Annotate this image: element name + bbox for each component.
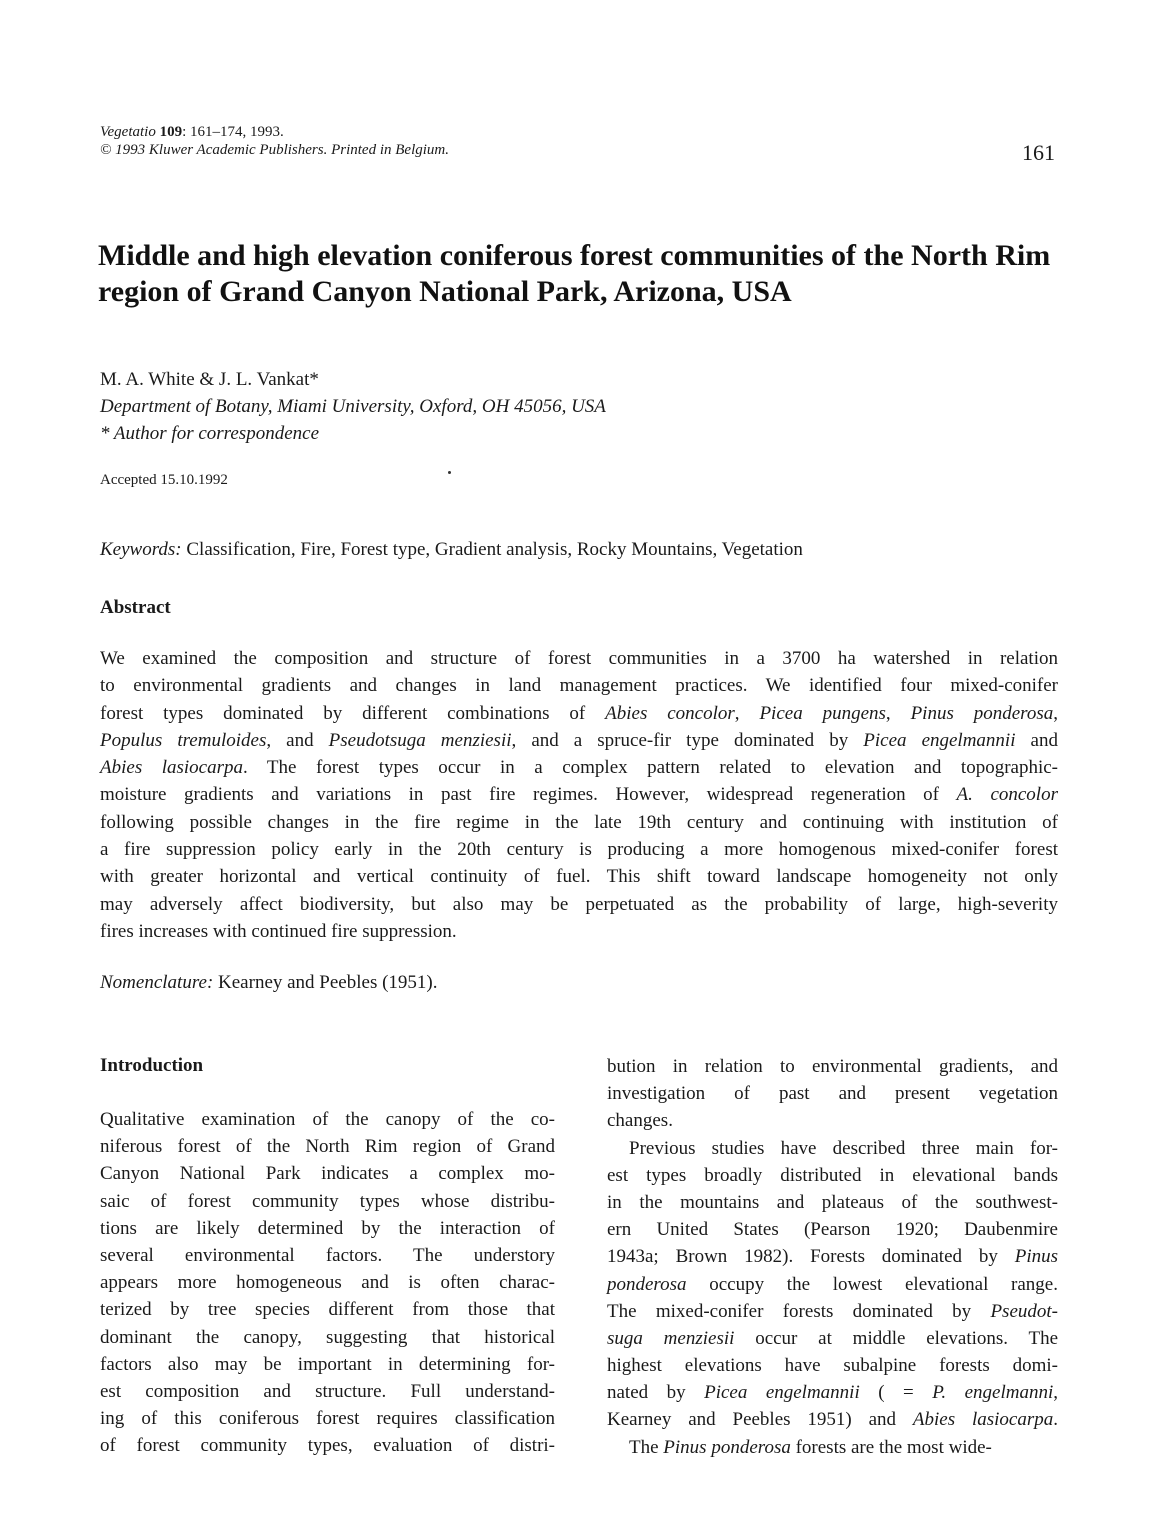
abstract-line: moisture gradients and variations in past fire regimes. However, widespread regeneration of A. concolor: [100, 784, 1058, 806]
abstract-line: following possible changes in the fire regime in the late 19th century and continuing with institution of: [100, 811, 1058, 833]
body-line: The mixed-conifer forests dominated by Pseudot-: [607, 1300, 1058, 1322]
author-affiliation: Department of Botany, Miami University, Oxford, OH 45056, USA: [100, 396, 606, 417]
nomenclature: [100, 969, 438, 996]
stray-mark: [448, 471, 451, 474]
nomenclature-text: Kearney and Peebles (1951).: [213, 972, 438, 993]
keywords: [100, 536, 803, 563]
introduction-heading: Introduction: [100, 1055, 204, 1076]
journal-citation: [100, 123, 449, 159]
abstract-line: with greater horizontal and vertical continuity of fuel. This shift toward landscape homogeneity not only: [100, 866, 1058, 888]
body-line: factors also may be important in determining for-: [100, 1353, 555, 1375]
left-column-text: [100, 1106, 555, 1459]
journal-volume-line: [100, 123, 449, 141]
body-line: Kearney and Peebles 1951) and Abies lasiocarpa.: [607, 1409, 1058, 1431]
abstract-line: fires increases with continued fire suppression.: [100, 920, 457, 942]
body-line: ern United States (Pearson 1920; Daubenmire: [607, 1219, 1058, 1241]
copyright-line: © 1993 Kluwer Academic Publishers. Printed in Belgium.: [100, 142, 449, 158]
body-line: bution in relation to environmental gradients, and: [607, 1056, 1058, 1077]
body-line: niferous forest of the North Rim region of Grand: [100, 1136, 555, 1158]
body-line: Canyon National Park indicates a complex mo-: [100, 1163, 555, 1185]
author-list: M. A. White & J. L. Vankat*: [100, 369, 319, 390]
body-line: investigation of past and present vegetation: [607, 1083, 1058, 1105]
body-line: Previous studies have described three main for-: [629, 1137, 1058, 1159]
body-line: in the mountains and plateaus of the southwest-: [607, 1191, 1058, 1213]
abstract-line: We examined the composition and structure of forest communities in a 3700 ha watershed in relation: [100, 648, 1058, 669]
abstract-line: may adversely affect biodiversity, but also may be perpetuated as the probability of large, high-severity: [100, 893, 1058, 915]
accepted-date: Accepted 15.10.1992: [100, 472, 228, 488]
body-line: of forest community types, evaluation of distri-: [100, 1435, 555, 1457]
body-line: tions are likely determined by the interaction of: [100, 1217, 555, 1239]
body-line: suga menziesii occur at middle elevations. The: [607, 1327, 1059, 1349]
journal-name: Vegetatio: [100, 124, 156, 140]
abstract-line: forest types dominated by different combinations of Abies concolor, Picea pungens, Pinus ponderosa,: [100, 702, 1059, 724]
abstract-line: Abies lasiocarpa. The forest types occur in a complex pattern related to elevation and topographic-: [100, 757, 1058, 779]
body-line: The Pinus ponderosa forests are the most wide-: [629, 1436, 992, 1458]
paper-title: Middle and high elevation coniferous forest communities of the North Rim region of Grand Canyon National Park, Arizona, USA: [98, 239, 1051, 308]
correspondence-note: * Author for correspondence: [100, 423, 320, 444]
body-line: 1943a; Brown 1982). Forests dominated by Pinus: [607, 1246, 1058, 1268]
abstract-body: [100, 645, 1058, 945]
page-number: 161: [1022, 140, 1055, 165]
body-line: changes.: [607, 1110, 673, 1132]
body-line: ponderosa occupy the lowest elevational range.: [607, 1273, 1058, 1295]
right-column-text: [607, 1053, 1058, 1461]
nomenclature-label: Nomenclature:: [100, 972, 214, 993]
journal-volume: 109: [159, 124, 183, 140]
abstract-line: a fire suppression policy early in the 20th century is producing a more homogenous mixed-conifer forest: [100, 839, 1058, 861]
abstract-line: to environmental gradients and changes in land management practices. We identified four mixed-conifer: [100, 675, 1058, 697]
keywords-text: Classification, Fire, Forest type, Gradient analysis, Rocky Mountains, Vegetation: [181, 539, 803, 560]
body-line: Qualitative examination of the canopy of the co-: [100, 1109, 555, 1130]
body-line: appears more homogeneous and is often charac-: [100, 1272, 555, 1294]
journal-pages: : 161–174, 1993.: [182, 124, 284, 140]
body-line: est composition and structure. Full understand-: [100, 1380, 555, 1402]
body-line: nated by Picea engelmannii ( = P. engelmanni,: [607, 1382, 1058, 1404]
body-line: est types broadly distributed in elevational bands: [607, 1164, 1058, 1186]
abstract-heading: Abstract: [100, 597, 171, 618]
body-line: saic of forest community types whose distribu-: [100, 1190, 555, 1212]
keywords-label: Keywords:: [100, 539, 182, 560]
body-line: highest elevations have subalpine forests domi-: [607, 1355, 1058, 1377]
body-line: terized by tree species different from those that: [100, 1299, 555, 1321]
abstract-line: Populus tremuloides, and Pseudotsuga menziesii, and a spruce-fir type dominated by Picea engelmannii and: [100, 729, 1058, 751]
body-line: ing of this coniferous forest requires classification: [100, 1408, 555, 1430]
body-line: several environmental factors. The understory: [100, 1244, 555, 1266]
body-line: dominant the canopy, suggesting that historical: [100, 1326, 555, 1348]
